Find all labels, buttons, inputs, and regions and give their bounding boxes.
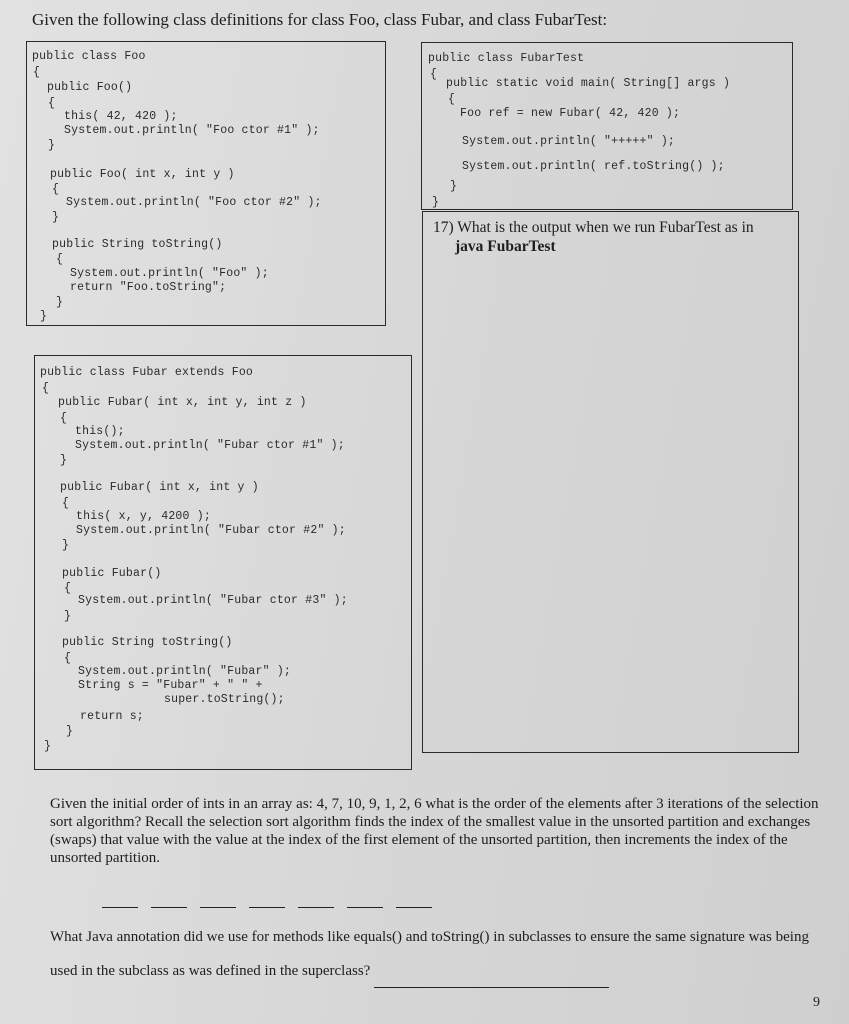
foo-line-1: {: [33, 66, 41, 79]
fubartest-line-7: }: [450, 180, 458, 193]
fubartest-line-0: public class FubarTest: [428, 52, 585, 65]
foo-line-3: {: [48, 97, 56, 110]
fubar-line-19: String s = "Fubar" + " " +: [78, 679, 263, 692]
answer-blank[interactable]: [298, 907, 334, 908]
answer-blank[interactable]: [151, 907, 187, 908]
fubar-line-8: {: [62, 497, 70, 510]
fubar-line-21: return s;: [80, 710, 144, 723]
fubar-line-6: }: [60, 454, 68, 467]
foo-line-14: return "Foo.toString";: [70, 281, 227, 294]
fubar-line-12: public Fubar(): [62, 567, 162, 580]
fubar-line-5: System.out.println( "Fubar ctor #1" );: [75, 439, 345, 452]
fubar-line-11: }: [62, 539, 70, 552]
fubartest-line-1: {: [430, 68, 438, 81]
annotation-question-text: What Java annotation did we use for methods like equals() and toString() in subclasses to ensure the same signature was being used in the subclass as was defined in the superclass?: [50, 929, 809, 979]
foo-line-13: System.out.println( "Foo" );: [70, 267, 269, 280]
foo-line-5: System.out.println( "Foo ctor #1" );: [64, 124, 320, 137]
foo-line-11: public String toString(): [52, 238, 223, 251]
foo-line-8: {: [52, 183, 60, 196]
answer-blank[interactable]: [396, 907, 432, 908]
annotation-question: [50, 920, 830, 988]
fubar-line-15: }: [64, 610, 72, 623]
fubartest-line-6: System.out.println( ref.toString() );: [462, 160, 725, 173]
fubar-line-14: System.out.println( "Fubar ctor #3" );: [78, 594, 348, 607]
foo-line-12: {: [56, 253, 64, 266]
answer-blank[interactable]: [249, 907, 285, 908]
fubar-line-3: {: [60, 412, 68, 425]
q17-answer-box[interactable]: [422, 211, 799, 753]
q17-prompt: [433, 218, 783, 256]
fubar-line-2: public Fubar( int x, int y, int z ): [58, 396, 307, 409]
foo-line-16: }: [40, 310, 48, 323]
fubar-line-22: }: [66, 725, 74, 738]
fubar-line-1: {: [42, 382, 50, 395]
fubartest-line-8: }: [432, 196, 440, 209]
foo-line-4: this( 42, 420 );: [64, 110, 178, 123]
selection-sort-question: Given the initial order of ints in an array as: 4, 7, 10, 9, 1, 2, 6 what is the order of the elements after 3 iterations of the selection sort algorithm? Recall the selection sort algorithm finds the index of the smallest value in the unsorted partition and exchanges (swaps) that value with the value at the index of the first element of the unsorted partition, then increments the index of the unsorted partition.: [50, 796, 819, 866]
foo-line-6: }: [48, 139, 56, 152]
answer-blank[interactable]: [200, 907, 236, 908]
fubartest-line-5: System.out.println( "+++++" );: [462, 135, 676, 148]
selection-sort-answer-blanks: [102, 895, 445, 913]
fubar-line-10: System.out.println( "Fubar ctor #2" );: [76, 524, 346, 537]
fubar-line-18: System.out.println( "Fubar" );: [78, 665, 292, 678]
foo-line-2: public Foo(): [47, 81, 133, 94]
page-number: 9: [813, 995, 820, 1010]
foo-line-7: public Foo( int x, int y ): [50, 168, 235, 181]
fubar-line-7: public Fubar( int x, int y ): [60, 481, 259, 494]
foo-line-0: public class Foo: [32, 50, 146, 63]
foo-line-10: }: [52, 211, 60, 224]
fubar-line-13: {: [64, 582, 72, 595]
fubar-line-20: super.toString();: [164, 693, 285, 706]
fubartest-line-3: {: [448, 93, 456, 106]
fubar-class-box: [34, 355, 412, 770]
fubartest-line-2: public static void main( String[] args ): [446, 77, 731, 90]
answer-blank[interactable]: [102, 907, 138, 908]
fubar-line-9: this( x, y, 4200 );: [76, 510, 211, 523]
foo-line-15: }: [56, 296, 64, 309]
fubar-line-16: public String toString(): [62, 636, 233, 649]
fubartest-line-4: Foo ref = new Fubar( 42, 420 );: [460, 107, 681, 120]
q17-command: java FubarTest: [455, 238, 556, 255]
fubartest-class-box: [421, 42, 793, 210]
fubar-line-0: public class Fubar extends Foo: [40, 366, 254, 379]
fubar-line-17: {: [64, 652, 72, 665]
annotation-answer-line[interactable]: [374, 987, 609, 988]
fubar-line-23: }: [44, 740, 52, 753]
answer-blank[interactable]: [347, 907, 383, 908]
fubar-line-4: this();: [75, 425, 125, 438]
q17-question-text: 17) What is the output when we run FubarTest as in: [433, 219, 754, 236]
page-header: Given the following class definitions for class Foo, class Fubar, and class FubarTest:: [32, 10, 608, 29]
foo-line-9: System.out.println( "Foo ctor #2" );: [66, 196, 322, 209]
